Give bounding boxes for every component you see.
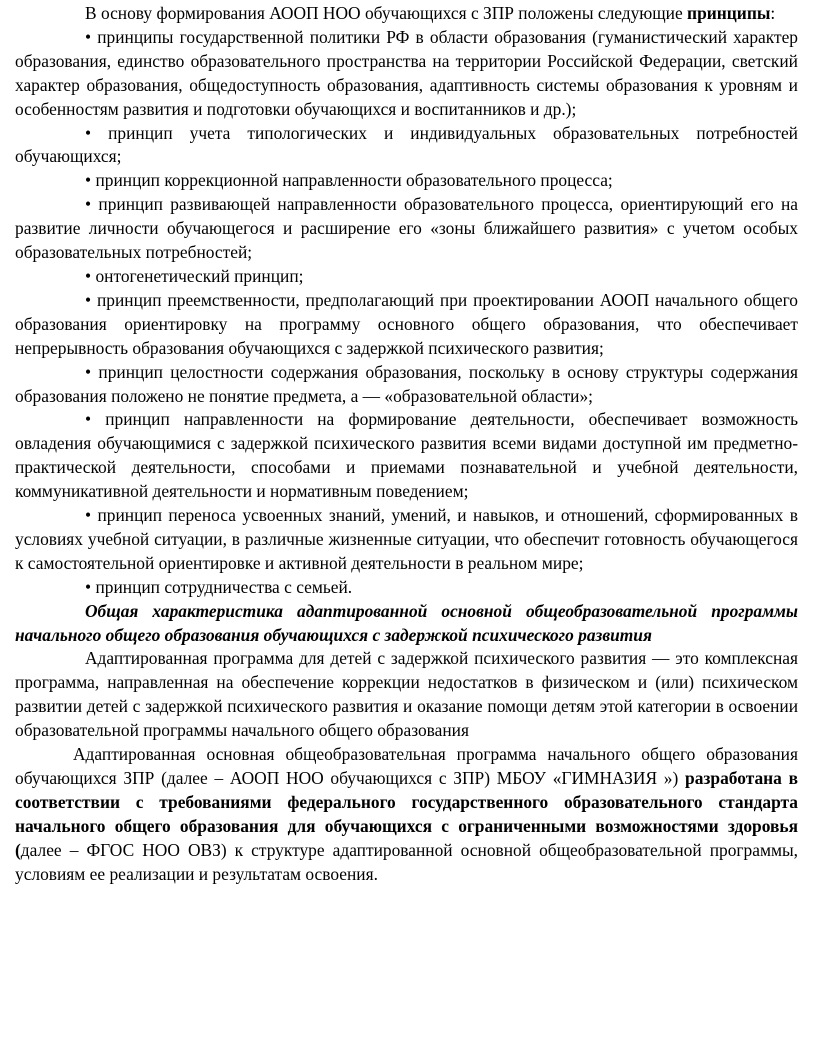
principle-item xyxy=(15,361,798,409)
bullet-icon: • xyxy=(85,289,92,310)
description-paragraph: Адаптированная программа для детей с задержкой психического развития — это комплексная программа, направленная на обеспечение коррекции недостатков в физическом и (или) психическом развитии детей с задержкой психического развития и оказание помощи детям этой категории в освоении образовательной программы начального общего образования xyxy=(15,648,798,741)
section-heading: Общая характеристика адаптированной основной общеобразовательной программы начального общего образования обучающихся с задержкой психического развития xyxy=(15,600,798,645)
bullet-icon: • xyxy=(85,265,92,286)
principle-item xyxy=(15,576,798,600)
principle-item xyxy=(15,504,798,576)
intro-bold-word: принципы xyxy=(687,3,771,23)
bullet-icon: • xyxy=(85,409,92,430)
bullet-icon: • xyxy=(85,576,92,597)
intro-text: В основу формирования АООП НОО обучающихся с ЗПР положены следующие xyxy=(85,3,688,23)
principle-item xyxy=(15,169,798,193)
principle-text: принцип учета типологических и индивидуальных образовательных потребностей обучающихся; xyxy=(15,122,798,167)
bullet-icon: • xyxy=(85,361,92,382)
principle-text: принцип направленности на формирование деятельности, обеспечивает возможность овладения обучающимися с задержкой психического развития всеми видами доступной им предметно-практической деятельности, способами и приемами познавательной и учебной деятельности, коммуникативной деятельности и нормативным поведением; xyxy=(15,409,798,502)
bullet-icon: • xyxy=(85,505,92,526)
program-paragraph xyxy=(15,743,798,886)
principle-text: принцип преемственности, предполагающий при проектировании АООП начального общего образования ориентировку на программу основного общего образования, что обеспечивает непрерывность образования обучающихся с задержкой психического развития; xyxy=(15,289,798,358)
principle-text: принцип переноса усвоенных знаний, умений, и навыков, и отношений, сформированных в условиях учебной ситуации, в различные жизненные ситуации, что обеспечит готовность обучающегося к самостоятельной ориентировке и активной деятельности в реальном мире; xyxy=(15,505,798,573)
principle-text: принцип коррекционной направленности образовательного процесса; xyxy=(95,170,613,191)
bullet-icon: • xyxy=(85,122,92,143)
principle-item xyxy=(15,26,798,122)
intro-paragraph xyxy=(15,2,798,26)
bullet-icon: • xyxy=(85,194,92,215)
principle-item xyxy=(15,122,798,170)
bullet-icon: • xyxy=(85,26,92,47)
principle-text: принцип целостности содержания образования, поскольку в основу структуры содержания образования положено не понятие предмета, а — «образовательной области»; xyxy=(15,361,798,406)
principle-item xyxy=(15,289,798,361)
program-bold-statement: разработана в соответствии с требованиями федерального государственного образовательного стандарта начального общего образования для обучающихся с ограниченными возможностями здоровья ( xyxy=(15,768,799,860)
program-end: далее – ФГОС НОО ОВЗ) к структуре адаптированной основной общеобразовательной программы, условиям ее реализации и результатам освоения. xyxy=(15,839,798,884)
principle-text: онтогенетический принцип; xyxy=(95,265,304,286)
principle-text: принцип развивающей направленности образовательного процесса, ориентирующий его на развитие личности обучающегося и расширение его «зоны ближайшего развития» с учетом особых образовательных потребностей; xyxy=(15,194,798,263)
bullet-icon: • xyxy=(85,170,92,191)
intro-tail: : xyxy=(770,3,776,23)
principle-item xyxy=(15,265,798,289)
program-intro: Адаптированная основная общеобразовательная программа начального общего образования обучающихся ЗПР (далее – АООП НОО обучающихся с ЗПР) МБОУ «ГИМНАЗИЯ ») xyxy=(15,744,798,788)
principle-item xyxy=(15,193,798,265)
principle-text: принцип сотрудничества с семьей. xyxy=(95,576,353,597)
principle-item xyxy=(15,408,798,504)
principle-text: принципы государственной политики РФ в области образования (гуманистический характер образования, единство образовательного пространства на территории Российской Федерации, светский характер образования, общедоступность образования, адаптивность системы образования к уровням и особенностям развития и подготовки обучающихся и воспитанников и др.); xyxy=(15,26,798,119)
